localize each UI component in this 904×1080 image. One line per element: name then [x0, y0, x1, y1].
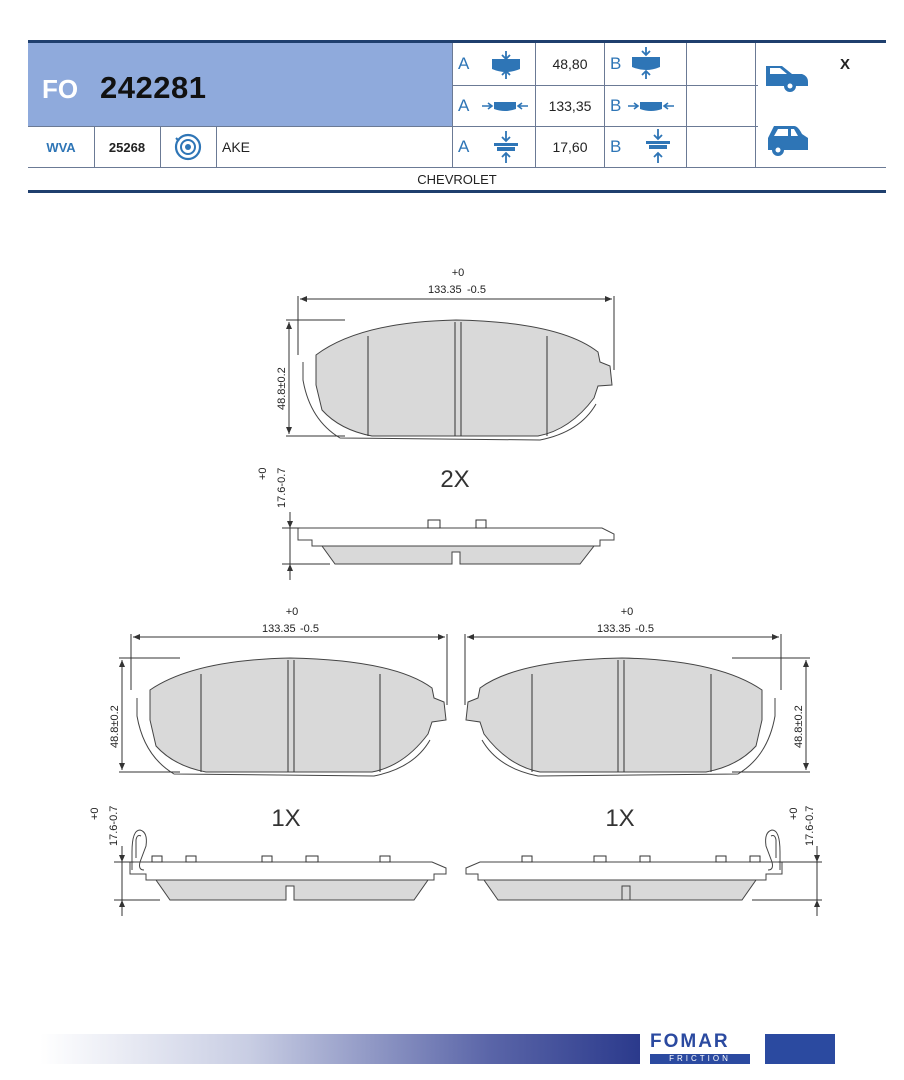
- wva-number: 25268: [108, 139, 146, 155]
- axle-position-mark: X: [840, 55, 851, 73]
- right-pad-side-view: [466, 830, 822, 916]
- quantity-left: 1X: [271, 805, 301, 832]
- vehicle-make: CHEVROLET: [417, 171, 497, 187]
- left-pad-front-view: [119, 634, 447, 776]
- left-thick-dim: 17.6-0.7: [108, 805, 120, 846]
- right-pad-front-view: [465, 634, 810, 776]
- fomar-logo: FOMAR FRICTION: [640, 1030, 760, 1068]
- quantity-right: 1X: [605, 805, 635, 832]
- dim-a-label-3: A: [458, 137, 470, 156]
- wva-label: WVA: [46, 139, 76, 155]
- quantity-top: 2X: [440, 466, 470, 493]
- left-width-tol-minus: -0.5: [300, 623, 319, 635]
- dim-b-label-1: B: [610, 54, 622, 73]
- dim-value-thickness: 17,60: [552, 139, 588, 155]
- fo-label: FO: [42, 74, 79, 104]
- right-thick-dim: 17.6-0.7: [804, 805, 816, 846]
- left-width-dim: 133.35: [262, 623, 296, 635]
- top-thick-dim: 17.6-0.7: [276, 467, 288, 508]
- part-number: 242281: [100, 70, 207, 105]
- right-width-dim: 133.35: [597, 623, 631, 635]
- top-width-dim: 133.35: [428, 284, 462, 296]
- dim-value-width: 133,35: [548, 98, 592, 114]
- left-pad-side-view: [114, 830, 446, 916]
- left-height-dim: 48.8±0.2: [109, 705, 121, 748]
- right-height-dim: 48.8±0.2: [793, 705, 805, 748]
- dim-value-height: 48,80: [552, 56, 588, 72]
- brand-code: AKE: [222, 139, 251, 155]
- top-width-tol-plus: +0: [451, 267, 465, 279]
- dim-b-label-3: B: [610, 137, 622, 156]
- top-pad-front-view: [286, 296, 614, 440]
- right-thick-tol-plus: +0: [788, 807, 800, 820]
- dim-a-label-1: A: [458, 54, 470, 73]
- right-width-tol-plus: +0: [620, 606, 634, 618]
- left-width-tol-plus: +0: [285, 606, 299, 618]
- footer-brand-block: [765, 1034, 835, 1064]
- left-thick-tol-plus: +0: [89, 807, 101, 820]
- dim-a-label-2: A: [458, 96, 470, 115]
- footer-gradient-bar: [40, 1034, 640, 1064]
- top-height-dim: 48.8±0.2: [276, 367, 288, 410]
- top-width-tol-minus: -0.5: [467, 284, 486, 296]
- top-pad-side-view: [282, 512, 614, 580]
- dim-b-label-2: B: [610, 96, 622, 115]
- right-width-tol-minus: -0.5: [635, 623, 654, 635]
- top-thick-tol-plus: +0: [257, 467, 269, 480]
